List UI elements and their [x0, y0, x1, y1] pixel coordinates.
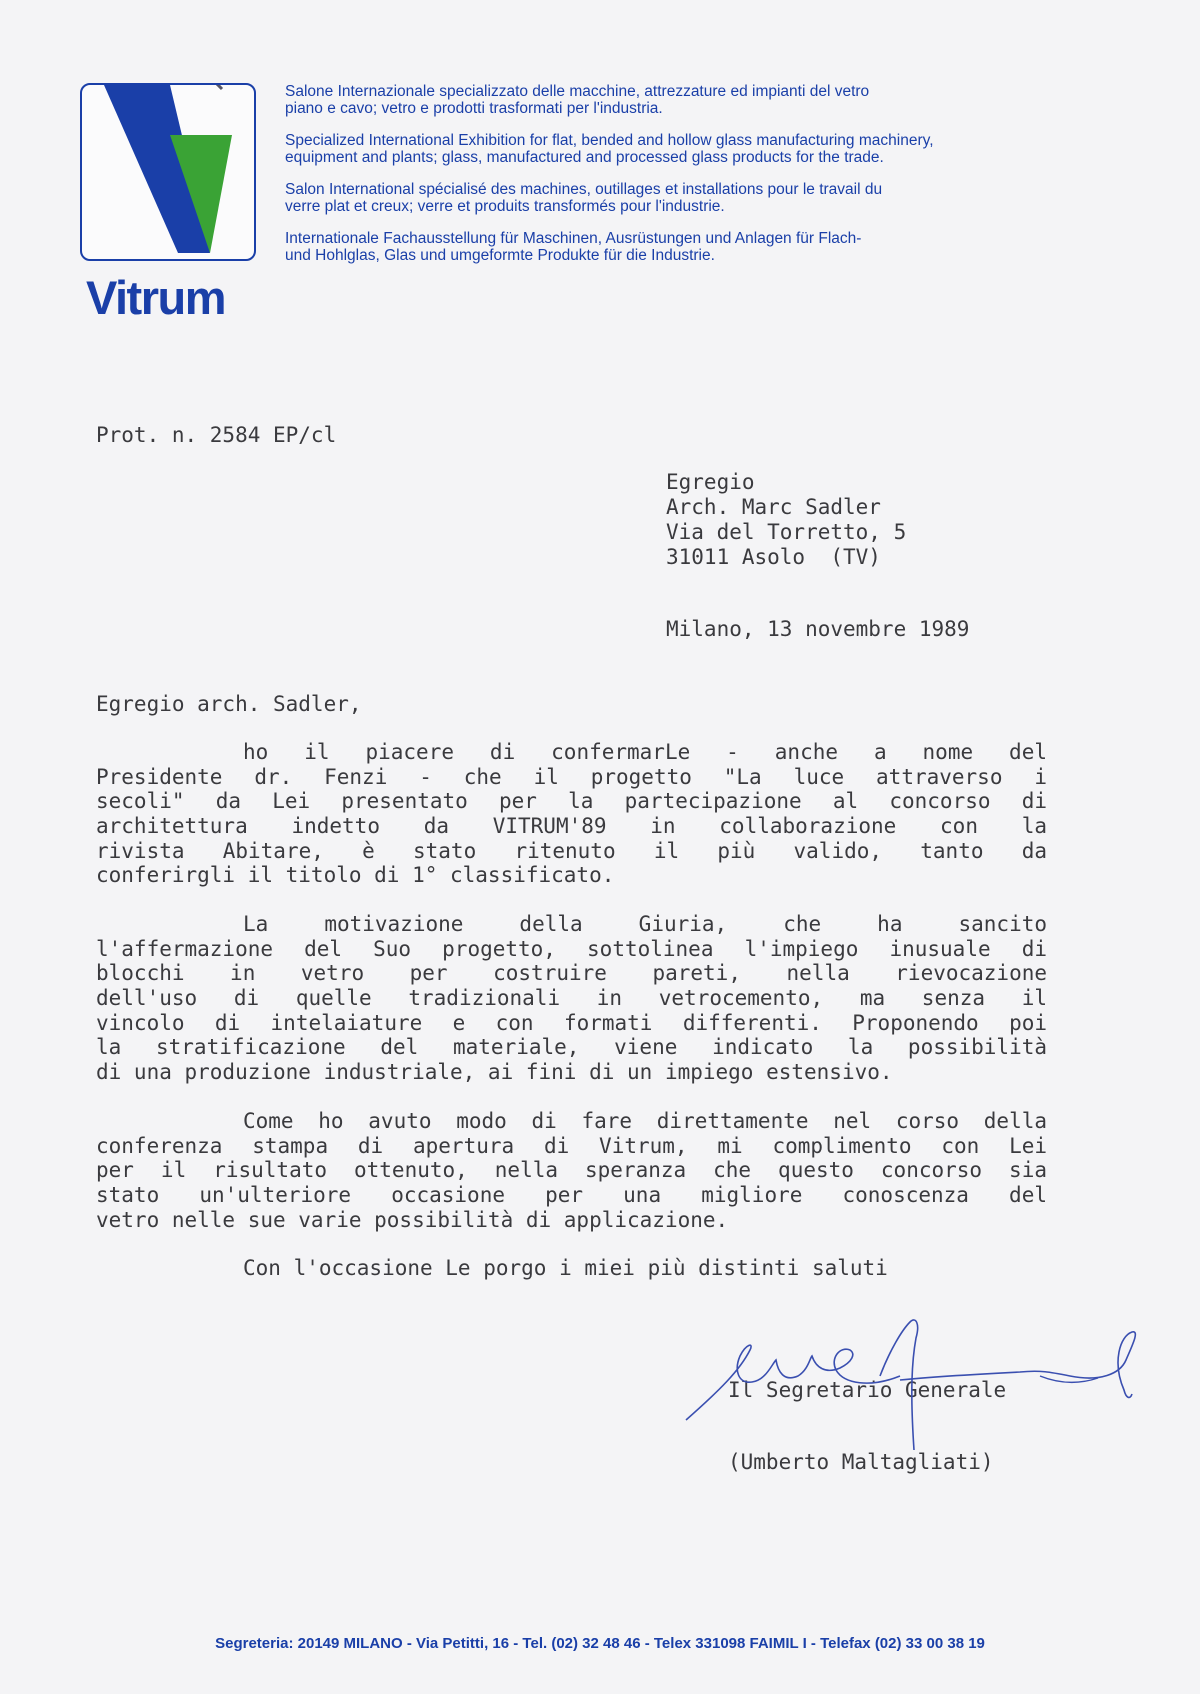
paragraph-line: architettura indetto da VITRUM'89 in collaborazione con la — [96, 814, 1047, 839]
signoff-name: (Umberto Maltagliati) — [728, 1450, 994, 1474]
recipient-address — [666, 470, 906, 570]
brand-wordmark: Vitrum — [86, 271, 225, 324]
signoff-title: Il Segretario Generale — [728, 1378, 1007, 1402]
paragraph-line: l'affermazione del Suo progetto, sottolinea l'impiego inusuale di — [96, 936, 1047, 961]
recipient-line: Arch. Marc Sadler — [666, 495, 881, 519]
paragraph-line: ho il piacere di confermarLe - anche a nome del — [243, 740, 1047, 764]
tagline-german: Internationale Fachausstellung für Maschinen, Ausrüstungen und Anlagen für Flach- und Hohlglas, Glas und umgeformte Produkte für die Industrie. — [285, 230, 862, 264]
paragraph-line: secoli" da Lei presentato per la partecipazione al concorso di — [96, 789, 1047, 814]
tagline-english: Specialized International Exhibition for flat, bended and hollow glass manufacturing machinery, equipment and plants; glass, manufactured and processed glass products for the trade. — [285, 132, 934, 166]
footer-contact: Segreteria: 20149 MILANO - Via Petitti, 16 - Tel. (02) 32 48 46 - Telex 331098 FAIMIL I - Telefax (02) 33 00 38 19 — [215, 1635, 985, 1652]
handwritten-signature-icon — [680, 1310, 1150, 1460]
closing-line: Con l'occasione Le porgo i miei più distinti saluti — [243, 1256, 888, 1280]
recipient-line: Egregio — [666, 470, 755, 494]
recipient-line: 31011 Asolo (TV) — [666, 545, 881, 569]
letter-date: Milano, 13 novembre 1989 — [666, 617, 970, 641]
paragraph-line: conferirgli il titolo di 1° classificato. — [96, 863, 615, 888]
tagline-french: Salon International spécialisé des machines, outillages et installations pour le travail du verre plat et creux; verre et produits transformés pour l'industrie. — [285, 181, 883, 215]
paragraph-line: dell'uso di quelle tradizionali in vetrocemento, ma senza il — [96, 986, 1047, 1011]
paragraph-line: rivista Abitare, è stato ritenuto il più valido, tanto da — [96, 838, 1047, 863]
protocol-number: Prot. n. 2584 EP/cl — [96, 423, 337, 447]
paragraph-line: stato un'ulteriore occasione per una migliore conoscenza del — [96, 1183, 1047, 1208]
letterhead-taglines — [285, 83, 1045, 279]
vitrum-v-logo-icon — [80, 83, 256, 261]
paragraph-2 — [96, 912, 1047, 1085]
paragraph-line: Come ho avuto modo di fare direttamente nel corso della — [243, 1109, 1047, 1133]
paragraph-line: La motivazione della Giuria, che ha sancito — [243, 912, 1047, 936]
recipient-line: Via del Torretto, 5 — [666, 520, 907, 544]
paragraph-line: di una produzione industriale, ai fini di un impiego estensivo. — [96, 1060, 893, 1085]
paragraph-1 — [96, 740, 1047, 888]
paragraph-line: conferenza stampa di apertura di Vitrum, mi complimento con Lei — [96, 1133, 1047, 1158]
paragraph-line: vincolo di intelaiature e con formati differenti. Proponendo poi — [96, 1010, 1047, 1035]
paragraph-3 — [96, 1109, 1047, 1232]
paragraph-line: la stratificazione del materiale, viene indicato la possibilità — [96, 1035, 1047, 1060]
tagline-italian: Salone Internazionale specializzato delle macchine, attrezzature ed impianti del vetro piano e cavo; vetro e prodotti trasformati per l'industria. — [285, 83, 870, 117]
paragraph-line: Presidente dr. Fenzi - che il progetto "La luce attraverso i — [96, 764, 1047, 789]
paragraph-line: vetro nelle sue varie possibilità di applicazione. — [96, 1207, 729, 1232]
paragraph-line: blocchi in vetro per costruire pareti, nella rievocazione — [96, 961, 1047, 986]
paragraph-line: per il risultato ottenuto, nella speranza che questo concorso sia — [96, 1158, 1047, 1183]
salutation: Egregio arch. Sadler, — [96, 692, 362, 716]
